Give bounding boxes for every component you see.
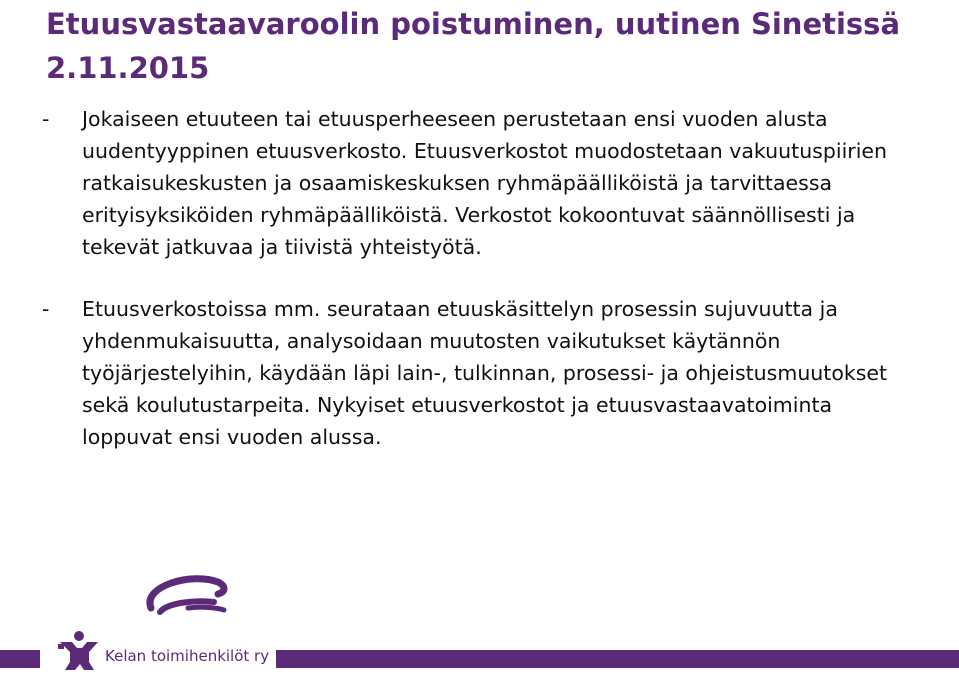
bullet-marker: - xyxy=(42,107,50,131)
bullet-text: Jokaiseen etuuteen tai etuusperheeseen perustetaan ensi vuoden alusta uudentyyppinen etuusverkosto. Etuusverkostot muodostetaan vakuutuspiirien ratkaisukeskusten ja osaamiskeskuksen ryhmäpäälliköistä ja tarvittaessa erityisyksiköiden ryhmäpäälliköistä. Verkostot kokoontuvat säännöllisesti ja tekevät jatkuvaa ja tiivistä yhteistyötä. xyxy=(82,107,887,259)
bullet-item xyxy=(42,103,922,263)
bullet-list xyxy=(42,103,922,453)
bullet-item xyxy=(42,293,922,453)
footer-bar-left xyxy=(0,650,40,668)
footer-bar-right xyxy=(276,650,959,668)
bullet-marker: - xyxy=(42,297,50,321)
bullet-text: Etuusverkostoissa mm. seurataan etuuskäsittelyn prosessin sujuvuutta ja yhdenmukaisuutta, analysoidaan muutosten vaikutukset käytännön työjärjestelyihin, käydään läpi lain-, tulkinnan, prosessi- ja ohjeistusmuutokset sekä koulutustarpeita. Nykyiset etuusverkostot ja etuusvastaavatoiminta loppuvat ensi vuoden alussa. xyxy=(82,297,888,449)
logo-text: Kelan toimihenkilöt ry xyxy=(105,647,270,665)
slide-title: Etuusvastaavaroolin poistuminen, uutinen Sinetissä 2.11.2015 xyxy=(46,7,901,85)
